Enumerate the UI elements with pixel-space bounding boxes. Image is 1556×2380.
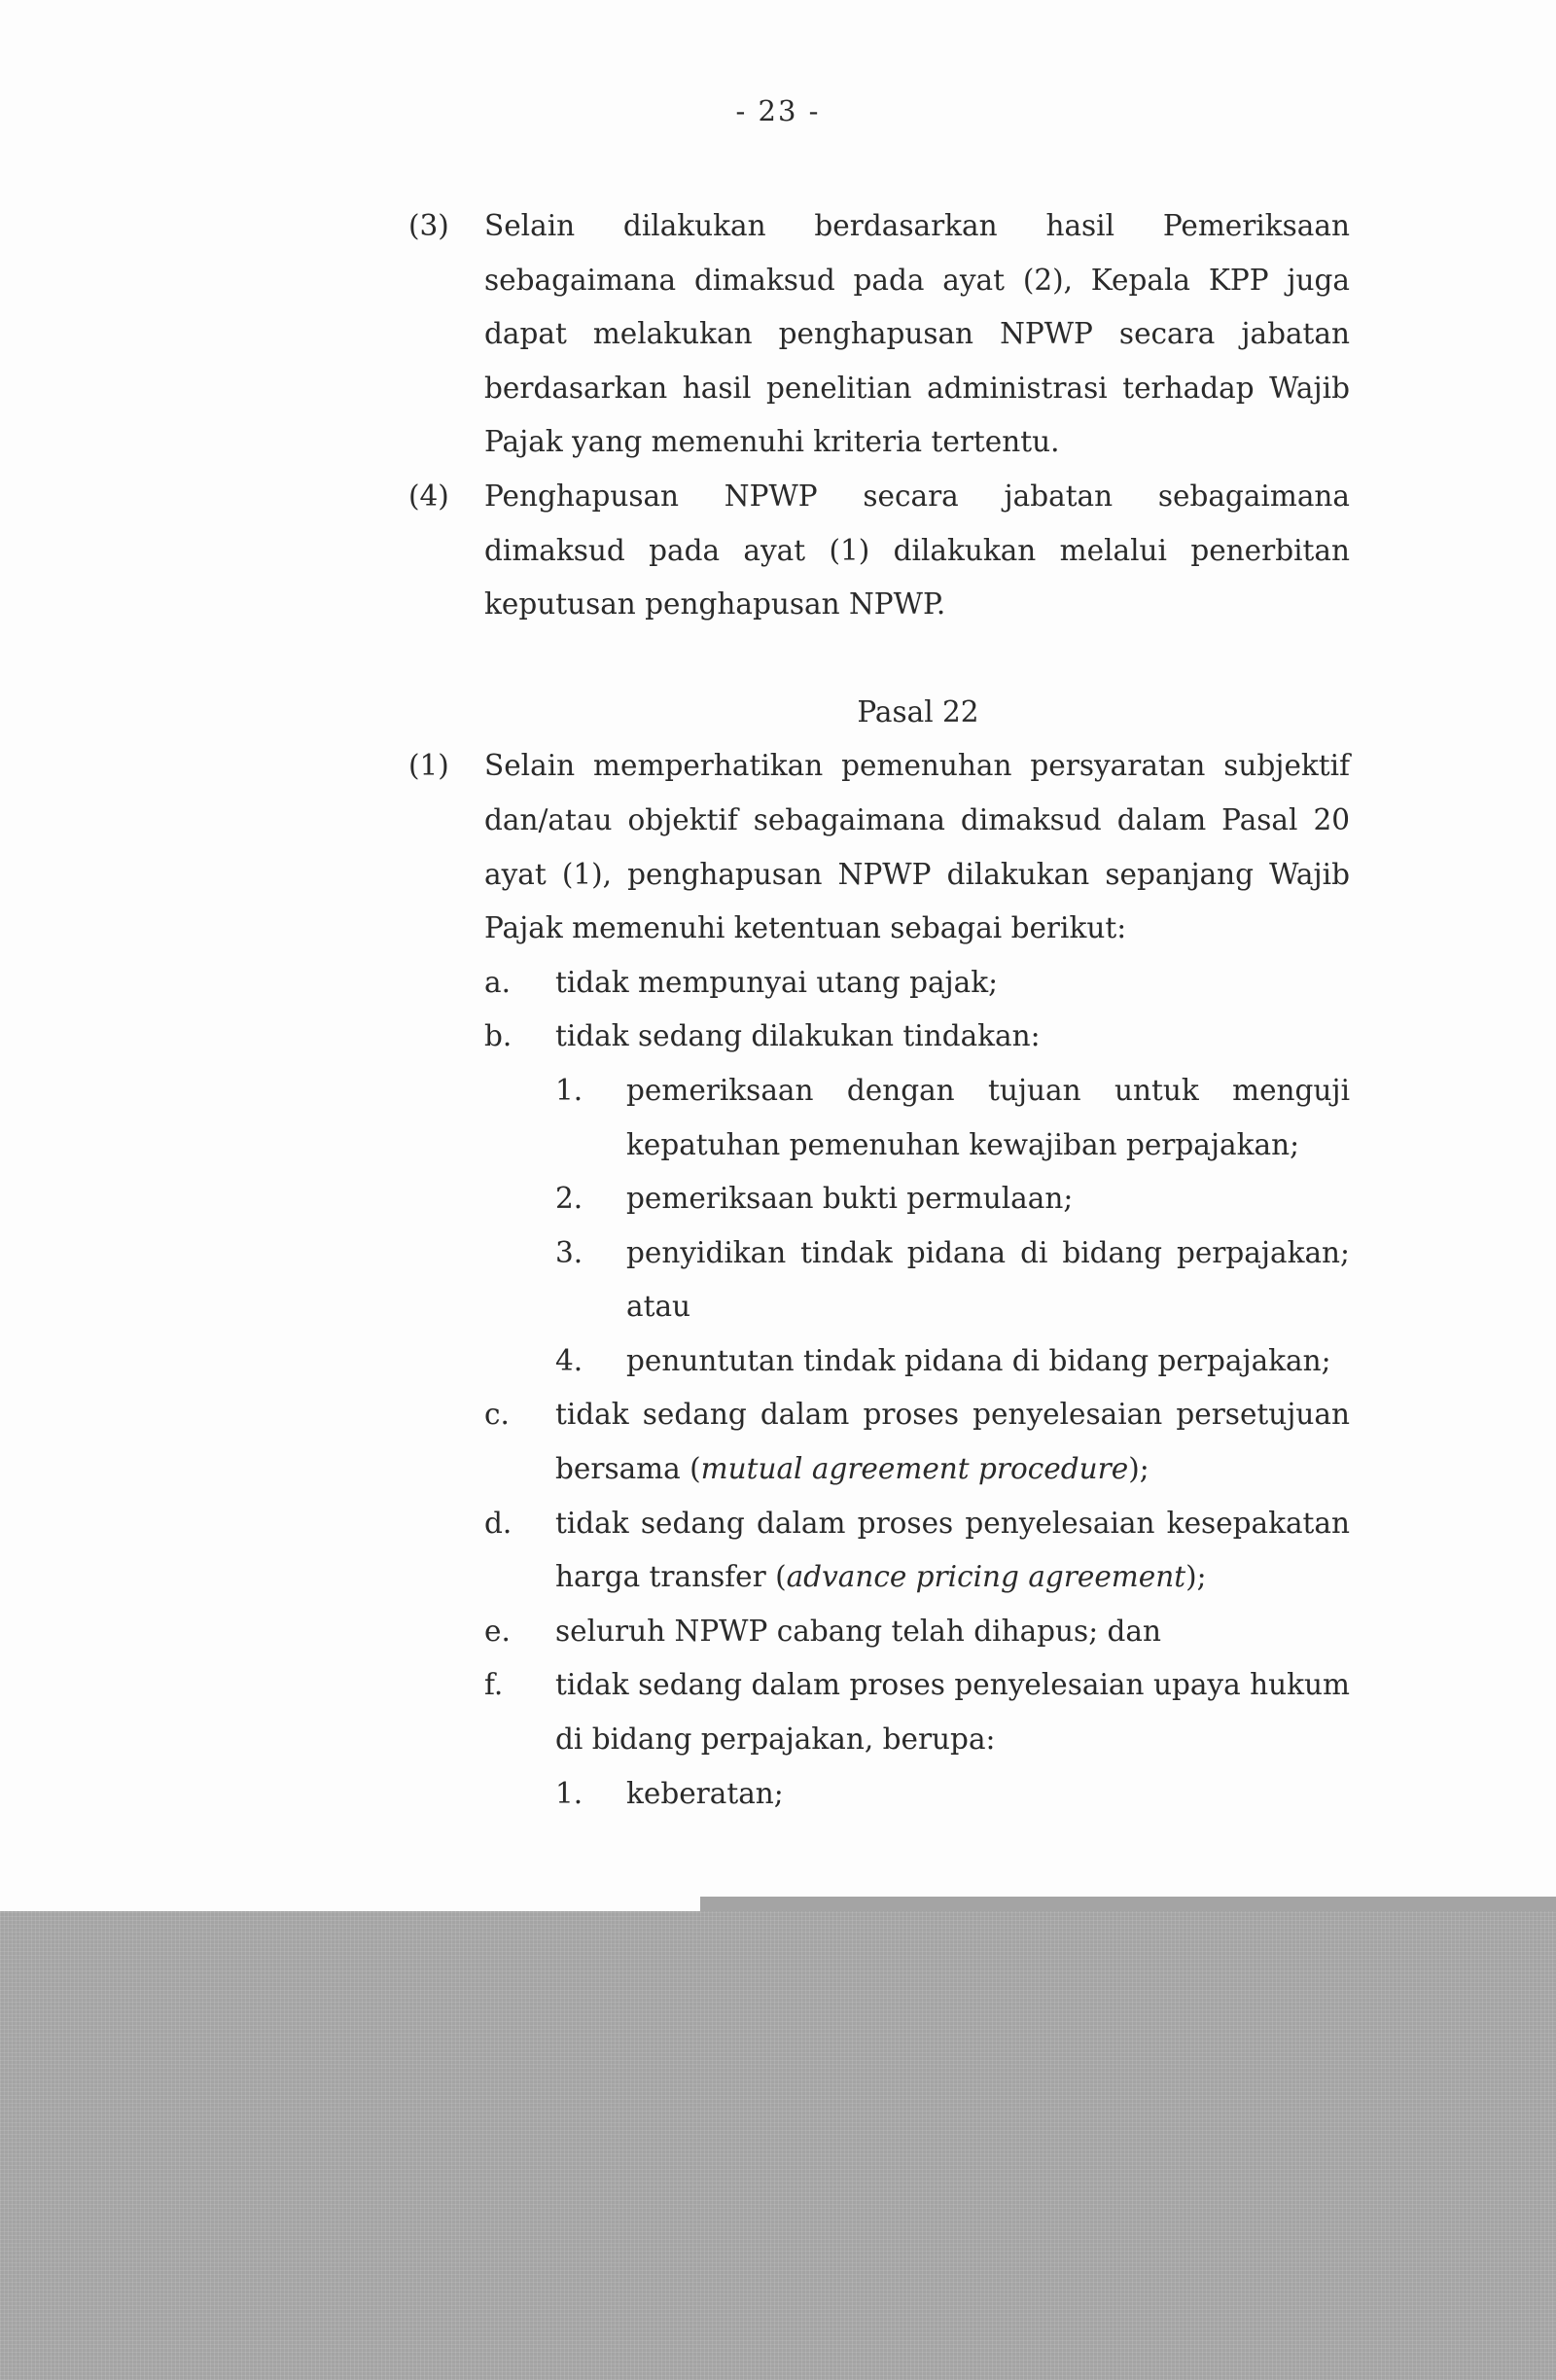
item-text-part: tidak sedang dalam proses penyelesaian persetujuan bersama ( (555, 1398, 1350, 1486)
clause-3 (408, 199, 1352, 470)
sub-number: 3. (555, 1235, 584, 1269)
sub-number: 2. (555, 1182, 584, 1216)
sub-text: keberatan; (626, 1776, 784, 1810)
item-text-italic: mutual agreement procedure (700, 1452, 1129, 1486)
item-letter: e. (484, 1614, 511, 1648)
document-body (408, 199, 1352, 1821)
sub-number: 4. (555, 1343, 584, 1377)
item-content (555, 1010, 1350, 1388)
item-text (555, 1388, 1350, 1496)
sub-text: pemeriksaan dengan tujuan untuk menguji kepatuhan pemenuhan kewajiban perpajakan; (626, 1073, 1350, 1161)
sub-text: penyidikan tindak pidana di bidang perpajakan; atau (626, 1235, 1350, 1324)
sub-item-1 (555, 1767, 1350, 1822)
list-item-d (484, 1497, 1350, 1605)
item-text: tidak sedang dalam proses penyelesaian upaya hukum di bidang perpajakan, berupa: (555, 1668, 1350, 1757)
item-letter: f. (484, 1668, 504, 1702)
item-text: tidak sedang dilakukan tindakan: (555, 1019, 1041, 1053)
sub-number: 1. (555, 1776, 584, 1810)
clause-number: (3) (408, 209, 449, 242)
clause-content (484, 739, 1350, 1821)
item-text: seluruh NPWP cabang telah dihapus; dan (555, 1614, 1161, 1648)
item-text (555, 1497, 1350, 1605)
list-item-e (484, 1605, 1350, 1659)
sub-item-3 (555, 1226, 1350, 1334)
list-item-a (484, 956, 1350, 1011)
sub-item-4 (555, 1334, 1350, 1389)
item-letter: a. (484, 965, 511, 999)
clause-number: (1) (408, 749, 449, 783)
list-item-c (484, 1388, 1350, 1496)
item-letter: d. (484, 1506, 513, 1540)
sub-item-1 (555, 1064, 1350, 1172)
list-item-b (484, 1010, 1350, 1388)
clause-text: Penghapusan NPWP secara jabatan sebagaimana dimaksud pada ayat (1) dilakukan melalui penerbitan keputusan penghapusan NPWP. (484, 479, 1350, 622)
clause-1 (408, 739, 1352, 1821)
item-text-part: tidak sedang dalam proses penyelesaian kesepakatan harga transfer ( (555, 1506, 1350, 1594)
redaction-overlay-edge (700, 1897, 1556, 1912)
page-number: - 23 - (735, 94, 821, 127)
section-heading: Pasal 22 (857, 694, 979, 728)
item-letter: c. (484, 1398, 510, 1432)
clause-number: (4) (408, 479, 449, 513)
spacer (408, 632, 1352, 686)
sub-text: pemeriksaan bukti permulaan; (626, 1182, 1074, 1216)
item-text-italic: advance pricing agreement (786, 1560, 1186, 1594)
item-text-part: ); (1128, 1452, 1149, 1486)
item-content (555, 1658, 1350, 1821)
clause-text: Selain memperhatikan pemenuhan persyaratan subjektif dan/atau objektif sebagaimana dimaksud dalam Pasal 20 ayat (1), penghapusan NPWP dilakukan sepanjang Wajib Pajak memenuhi ketentuan sebagai berikut: (484, 749, 1350, 945)
clause-4 (408, 470, 1352, 632)
item-letter: b. (484, 1019, 513, 1053)
list-item-f (484, 1658, 1350, 1821)
redaction-overlay (0, 1911, 1556, 2380)
item-text-part: ); (1185, 1560, 1207, 1594)
item-text: tidak mempunyai utang pajak; (555, 965, 999, 999)
clause-text: Selain dilakukan berdasarkan hasil Pemeriksaan sebagaimana dimaksud pada ayat (2), Kepala KPP juga dapat melakukan penghapusan NPWP secara jabatan berdasarkan hasil penelitian administrasi terhadap Wajib Pajak yang memenuhi kriteria tertentu. (484, 209, 1350, 459)
sub-number: 1. (555, 1073, 584, 1107)
sub-text: penuntutan tindak pidana di bidang perpajakan; (626, 1343, 1331, 1377)
sub-item-2 (555, 1172, 1350, 1226)
